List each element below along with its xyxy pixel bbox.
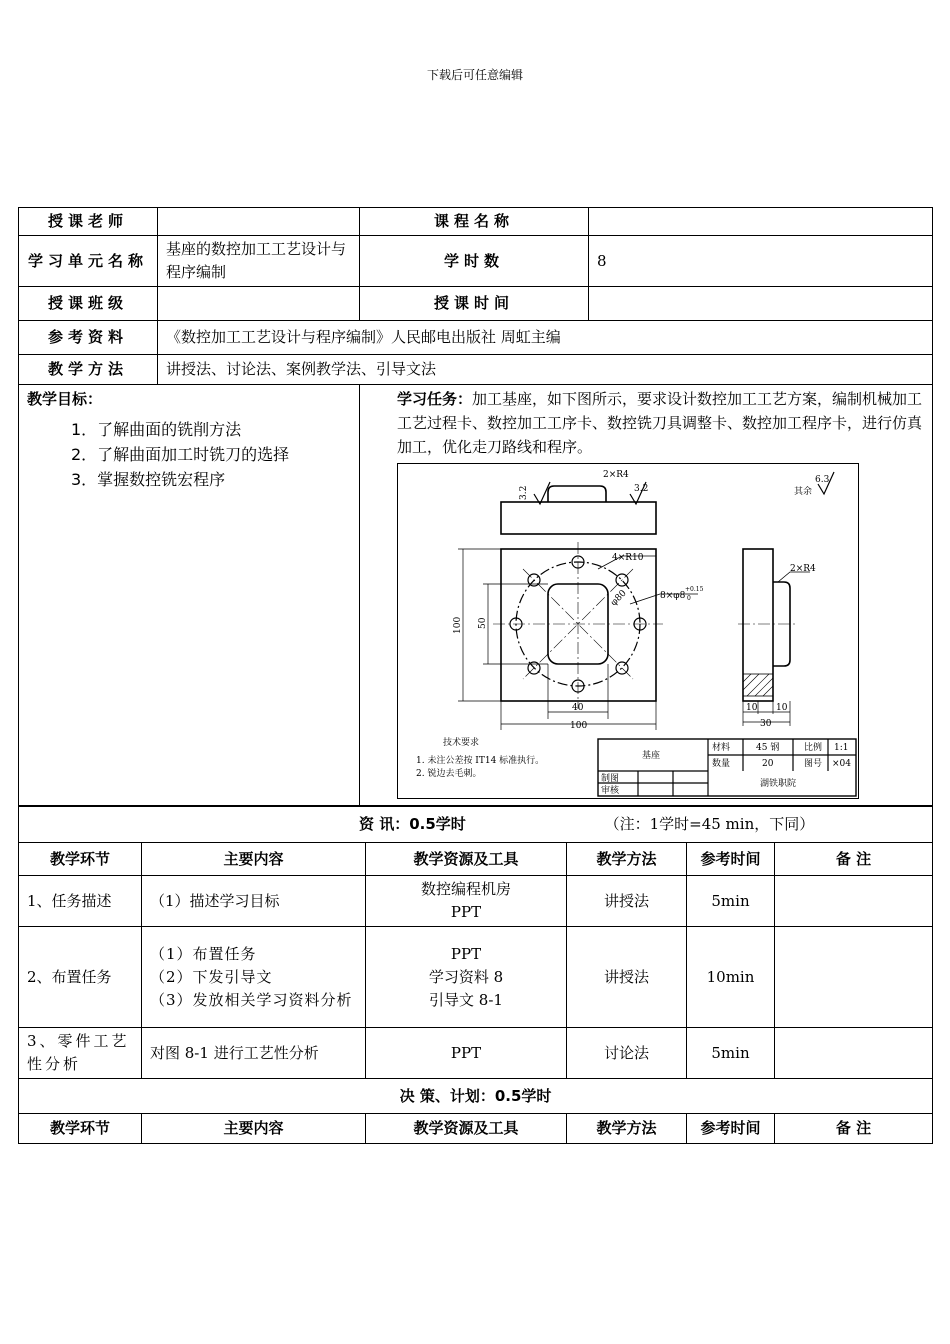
row-method: 讨论法 xyxy=(567,1028,687,1079)
time-label: 授课时间 xyxy=(360,287,589,321)
tech-requirement-2: 2. 锐边去毛刺。 xyxy=(416,769,482,779)
row-step: 1、任务描述 xyxy=(19,876,142,927)
dim-30: 30 xyxy=(760,719,772,729)
col-header-time: 参考时间 xyxy=(687,843,775,876)
course-label: 课程名称 xyxy=(360,208,589,236)
info-section-note: （注：1学时=45 min，下同） xyxy=(604,815,815,833)
dim-tolerance-upper: +0.15 xyxy=(685,586,704,593)
dim-2xR4-side: 2×R4 xyxy=(790,564,816,574)
objectives-title: 教学目标： xyxy=(27,390,103,408)
base-part-drawing xyxy=(397,463,859,799)
plan-col-header-resources: 教学资源及工具 xyxy=(366,1114,567,1144)
hours-label: 学时数 xyxy=(360,236,589,287)
dim-50-vertical: 50 xyxy=(478,617,488,629)
info-section-title: 资 讯：0.5学时 xyxy=(359,815,466,833)
method-label: 教学方法 xyxy=(19,355,158,385)
class-value xyxy=(158,287,360,321)
roughness-3-2-right: 3.2 xyxy=(634,484,649,494)
content-line: 对图 8-1 进行工艺性分析 xyxy=(150,1043,319,1062)
title-block-school: 湖铁职院 xyxy=(760,779,797,789)
roughness-rest-label: 其余 xyxy=(794,487,813,497)
col-header-step: 教学环节 xyxy=(19,843,142,876)
resource-line: PPT xyxy=(450,903,482,921)
row-remark xyxy=(775,927,933,1028)
row-resources xyxy=(366,927,567,1028)
table-row xyxy=(19,876,933,927)
row-time: 10min xyxy=(687,927,775,1028)
dim-tolerance-lower: 0 xyxy=(687,595,691,602)
plan-col-header-remark: 备 注 xyxy=(775,1114,933,1144)
title-block-fig-label: 图号 xyxy=(804,759,823,769)
time-value xyxy=(589,287,933,321)
resource-line: 学习资料 8 xyxy=(428,967,504,986)
content-line: （2）下发引导文 xyxy=(150,967,273,986)
objective-item: 2．了解曲面加工时铣刀的选择 xyxy=(71,445,290,464)
plan-col-header-step: 教学环节 xyxy=(19,1114,142,1144)
plan-section-title: 决 策、计划：0.5学时 xyxy=(19,1079,933,1114)
col-header-resources: 教学资源及工具 xyxy=(366,843,567,876)
row-content xyxy=(142,876,366,927)
row-step: 3、零件工艺性分析 xyxy=(19,1028,142,1079)
title-block-name: 基座 xyxy=(642,751,661,761)
content-line: （3）发放相关学习资料分析 xyxy=(150,990,353,1009)
task-label: 学习任务： xyxy=(397,390,473,408)
row-resources xyxy=(366,1028,567,1079)
col-header-method: 教学方法 xyxy=(567,843,687,876)
roughness-3-2-left: 3.2 xyxy=(519,485,529,500)
objective-item: 3．掌握数控铣宏程序 xyxy=(71,470,226,489)
title-block-qty: 20 xyxy=(762,759,774,769)
task-cell xyxy=(360,385,933,806)
resource-line: PPT xyxy=(450,1043,482,1062)
info-section-table xyxy=(18,806,933,1144)
unit-value: 基座的数控加工工艺设计与程序编制 xyxy=(158,236,360,287)
course-value xyxy=(589,208,933,236)
title-block-drawn: 制图 xyxy=(601,774,620,784)
row-time: 5min xyxy=(687,1028,775,1079)
title-block-scale: 1:1 xyxy=(834,743,849,753)
plan-col-header-time: 参考时间 xyxy=(687,1114,775,1144)
row-time: 5min xyxy=(687,876,775,927)
roughness-6-3: 6.3 xyxy=(815,475,830,485)
col-header-remark: 备 注 xyxy=(775,843,933,876)
tech-requirement-1: 1. 未注公差按 IT14 标准执行。 xyxy=(416,756,545,766)
objectives-cell xyxy=(19,385,360,806)
objectives-list xyxy=(27,417,351,492)
dim-2xR4-top: 2×R4 xyxy=(603,470,629,480)
row-resources xyxy=(366,876,567,927)
teacher-value xyxy=(158,208,360,236)
dim-8xphi8: 8×φ8 xyxy=(660,591,686,601)
row-method: 讲授法 xyxy=(567,927,687,1028)
class-label: 授课班级 xyxy=(19,287,158,321)
task-text: 加工基座，如下图所示，要求设计数控加工工艺方案，编制机械加工工艺过程卡、数控加工工序卡、数控铣刀具调整卡、数控加工程序卡，进行仿真加工，优化走刀路线和程序。 xyxy=(397,390,923,456)
title-block-fig: ×04 xyxy=(832,759,851,769)
row-remark xyxy=(775,1028,933,1079)
title-block-qty-label: 数量 xyxy=(712,759,731,769)
teacher-label: 授课老师 xyxy=(19,208,158,236)
dim-phi80: φ80 xyxy=(609,588,629,609)
resource-line: 数控编程机房 xyxy=(420,880,511,898)
dim-4xR10: 4×R10 xyxy=(612,553,644,563)
row-remark xyxy=(775,876,933,927)
resource-line: PPT xyxy=(450,944,482,963)
method-value: 讲授法、讨论法、案例教学法、引导文法 xyxy=(158,355,933,385)
dim-10-a: 10 xyxy=(746,703,758,713)
row-content xyxy=(142,1028,366,1079)
dim-40-horizontal: 40 xyxy=(572,703,584,713)
table-row xyxy=(19,1028,933,1079)
title-block-check: 审核 xyxy=(601,786,620,796)
row-method: 讲授法 xyxy=(567,876,687,927)
page-header-note: 下载后可任意编辑 xyxy=(426,68,523,82)
dim-100-horizontal: 100 xyxy=(570,721,588,731)
info-section-title-row xyxy=(19,807,933,843)
content-line: （1）描述学习目标 xyxy=(150,891,280,910)
content-line: （1）布置任务 xyxy=(150,944,257,963)
hours-value: 8 xyxy=(589,236,933,287)
objective-item: 1．了解曲面的铣削方法 xyxy=(71,420,242,439)
col-header-content: 主要内容 xyxy=(142,843,366,876)
reference-label: 参考资料 xyxy=(19,321,158,355)
title-block-scale-label: 比例 xyxy=(804,743,823,753)
dim-100-vertical: 100 xyxy=(453,616,463,634)
table-row xyxy=(19,927,933,1028)
reference-value: 《数控加工工艺设计与程序编制》人民邮电出版社 周虹主编 xyxy=(158,321,933,355)
row-step: 2、布置任务 xyxy=(19,927,142,1028)
resource-line: 引导文 8-1 xyxy=(429,990,503,1009)
course-info-table xyxy=(18,207,933,806)
plan-col-header-method: 教学方法 xyxy=(567,1114,687,1144)
unit-label: 学习单元名称 xyxy=(19,236,158,287)
dim-10-b: 10 xyxy=(776,703,788,713)
row-content xyxy=(142,927,366,1028)
tech-requirements-title: 技术要求 xyxy=(443,738,480,748)
title-block-material: 45 钢 xyxy=(756,743,780,753)
title-block-material-label: 材料 xyxy=(712,743,731,753)
plan-col-header-content: 主要内容 xyxy=(142,1114,366,1144)
